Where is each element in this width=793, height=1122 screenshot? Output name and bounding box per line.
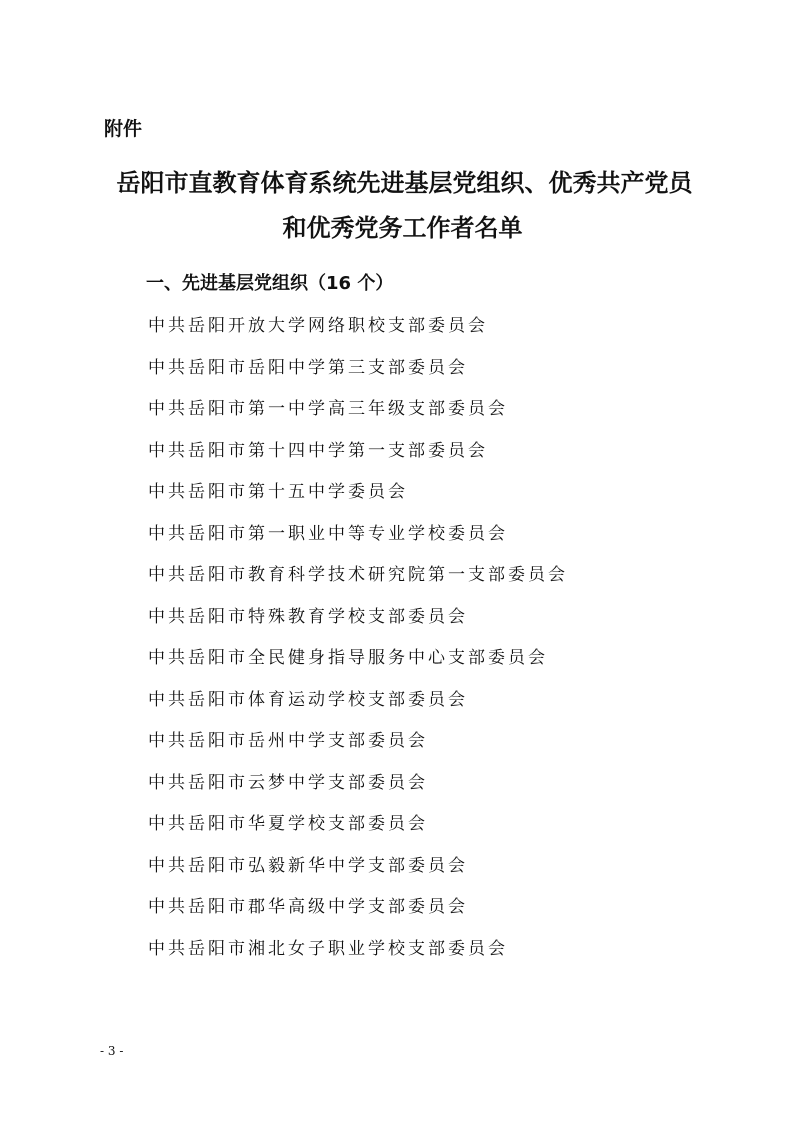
section-heading-advanced-party-organizations: 一、先进基层党组织（16 个） — [146, 273, 394, 294]
organization-item: 中共岳阳市教育科学技术研究院第一支部委员会 — [148, 565, 568, 585]
organization-item: 中共岳阳市体育运动学校支部委员会 — [148, 689, 468, 710]
organization-item: 中共岳阳市第十四中学第一支部委员会 — [148, 440, 488, 461]
organization-item: 中共岳阳市华夏学校支部委员会 — [148, 814, 428, 834]
organization-item: 中共岳阳市全民健身指导服务中心支部委员会 — [148, 648, 548, 668]
organization-item: 中共岳阳市岳阳中学第三支部委员会 — [148, 357, 468, 378]
organization-item: 中共岳阳市郡华高级中学支部委员会 — [148, 897, 468, 917]
organization-item: 中共岳阳市云梦中学支部委员会 — [148, 772, 428, 793]
document-title-line-1: 岳阳市直教育体育系统先进基层党组织、优秀共产党员 — [116, 168, 693, 197]
organization-item: 中共岳阳市岳州中学支部委员会 — [148, 731, 428, 751]
organization-item: 中共岳阳开放大学网络职校支部委员会 — [148, 316, 488, 336]
organization-item: 中共岳阳市第十五中学委员会 — [148, 482, 408, 502]
organization-list — [148, 313, 568, 977]
organization-item: 中共岳阳市第一职业中等专业学校委员会 — [148, 523, 508, 544]
page-number: - 3 - — [100, 1044, 124, 1058]
document-title-line-2: 和优秀党务工作者名单 — [282, 213, 523, 242]
organization-item: 中共岳阳市湘北女子职业学校支部委员会 — [148, 938, 508, 959]
organization-item: 中共岳阳市弘毅新华中学支部委员会 — [148, 855, 468, 876]
organization-item: 中共岳阳市特殊教育学校支部委员会 — [148, 606, 468, 627]
organization-item: 中共岳阳市第一中学高三年级支部委员会 — [148, 399, 508, 419]
attachment-label: 附件 — [104, 118, 143, 140]
